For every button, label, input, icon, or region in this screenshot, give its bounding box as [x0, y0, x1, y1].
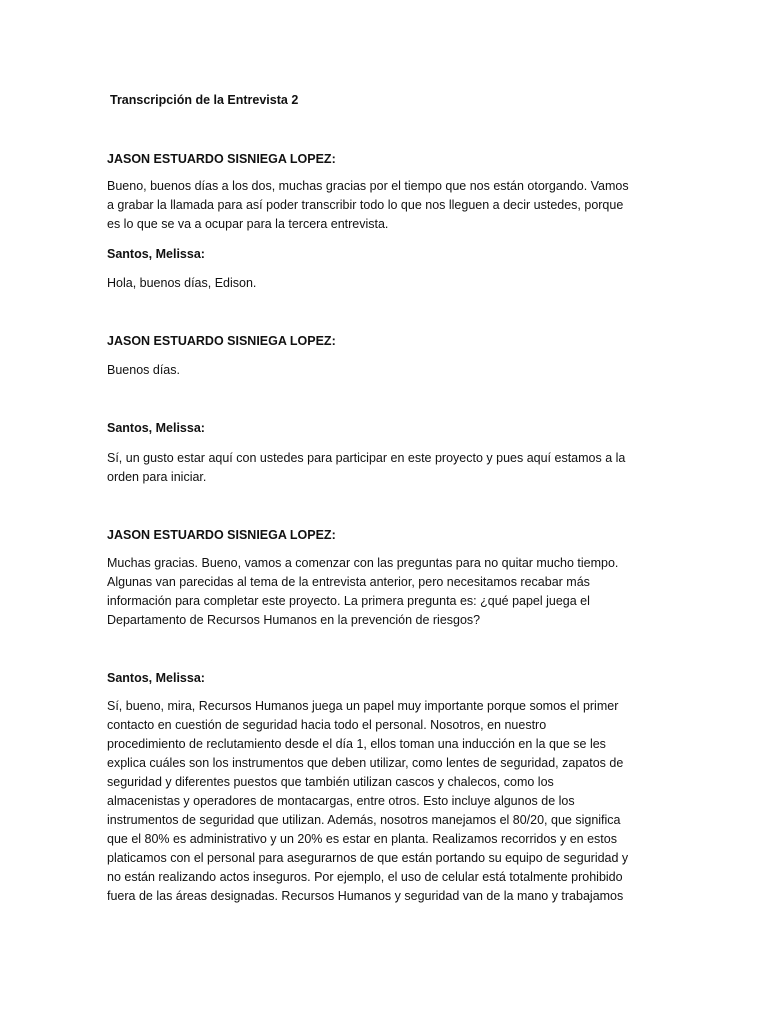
speaker-label: Santos, Melissa: [107, 671, 205, 685]
paragraph-line: explica cuáles son los instrumentos que deben utilizar, como lentes de seguridad, zapatos de [107, 756, 624, 770]
dialogue-paragraph [107, 177, 667, 234]
dialogue-paragraph [107, 697, 667, 906]
paragraph-line: Algunas van parecidas al tema de la entrevista anterior, pero necesitamos recabar más [107, 575, 590, 589]
paragraph-line: contacto en cuestión de seguridad hacia todo el personal. Nosotros, en nuestro [107, 718, 547, 732]
dialogue-paragraph [107, 554, 667, 630]
paragraph-line: Hola, buenos días, Edison. [107, 276, 257, 290]
speaker-label: JASON ESTUARDO SISNIEGA LOPEZ: [107, 528, 336, 542]
paragraph-line: que el 80% es administrativo y un 20% es estar en planta. Realizamos recorridos y en estos [107, 832, 617, 846]
paragraph-line: Buenos días. [107, 363, 180, 377]
speaker-label: JASON ESTUARDO SISNIEGA LOPEZ: [107, 152, 336, 166]
speaker-label: JASON ESTUARDO SISNIEGA LOPEZ: [107, 334, 336, 348]
paragraph-line: a grabar la llamada para así poder transcribir todo lo que nos lleguen a decir ustedes, porque [107, 198, 624, 212]
speaker-label: Santos, Melissa: [107, 421, 205, 435]
paragraph-line: Departamento de Recursos Humanos en la prevención de riesgos? [107, 613, 481, 627]
paragraph-line: es lo que se va a ocupar para la tercera entrevista. [107, 217, 389, 231]
paragraph-line: platicamos con el personal para asegurarnos de que están portando su equipo de seguridad y [107, 851, 629, 865]
paragraph-line: procedimiento de reclutamiento desde el día 1, ellos toman una inducción en la que se les [107, 737, 606, 751]
paragraph-line: instrumentos de seguridad que utilizan. Además, nosotros manejamos el 80/20, que significa [107, 813, 621, 827]
paragraph-line: Muchas gracias. Bueno, vamos a comenzar con las preguntas para no quitar mucho tiempo. [107, 556, 619, 570]
paragraph-line: orden para iniciar. [107, 470, 207, 484]
document-title: Transcripción de la Entrevista 2 [110, 93, 299, 107]
paragraph-line: seguridad y diferentes puestos que también utilizan cascos y chalecos, como los [107, 775, 554, 789]
dialogue-paragraph [107, 449, 667, 487]
paragraph-line: Sí, bueno, mira, Recursos Humanos juega un papel muy importante porque somos el primer [107, 699, 619, 713]
dialogue-paragraph [107, 361, 667, 380]
paragraph-line: almacenistas y operadores de montacargas, entre otros. Esto incluye algunos de los [107, 794, 575, 808]
paragraph-line: Sí, un gusto estar aquí con ustedes para participar en este proyecto y pues aquí estamos a la [107, 451, 626, 465]
speaker-label: Santos, Melissa: [107, 247, 205, 261]
paragraph-line: fuera de las áreas designadas. Recursos Humanos y seguridad van de la mano y trabajamos [107, 889, 624, 903]
paragraph-line: Bueno, buenos días a los dos, muchas gracias por el tiempo que nos están otorgando. Vamos [107, 179, 629, 193]
paragraph-line: información para completar este proyecto. La primera pregunta es: ¿qué papel juega el [107, 594, 590, 608]
paragraph-line: no están realizando actos inseguros. Por ejemplo, el uso de celular está totalmente prohibido [107, 870, 623, 884]
dialogue-paragraph [107, 274, 667, 293]
